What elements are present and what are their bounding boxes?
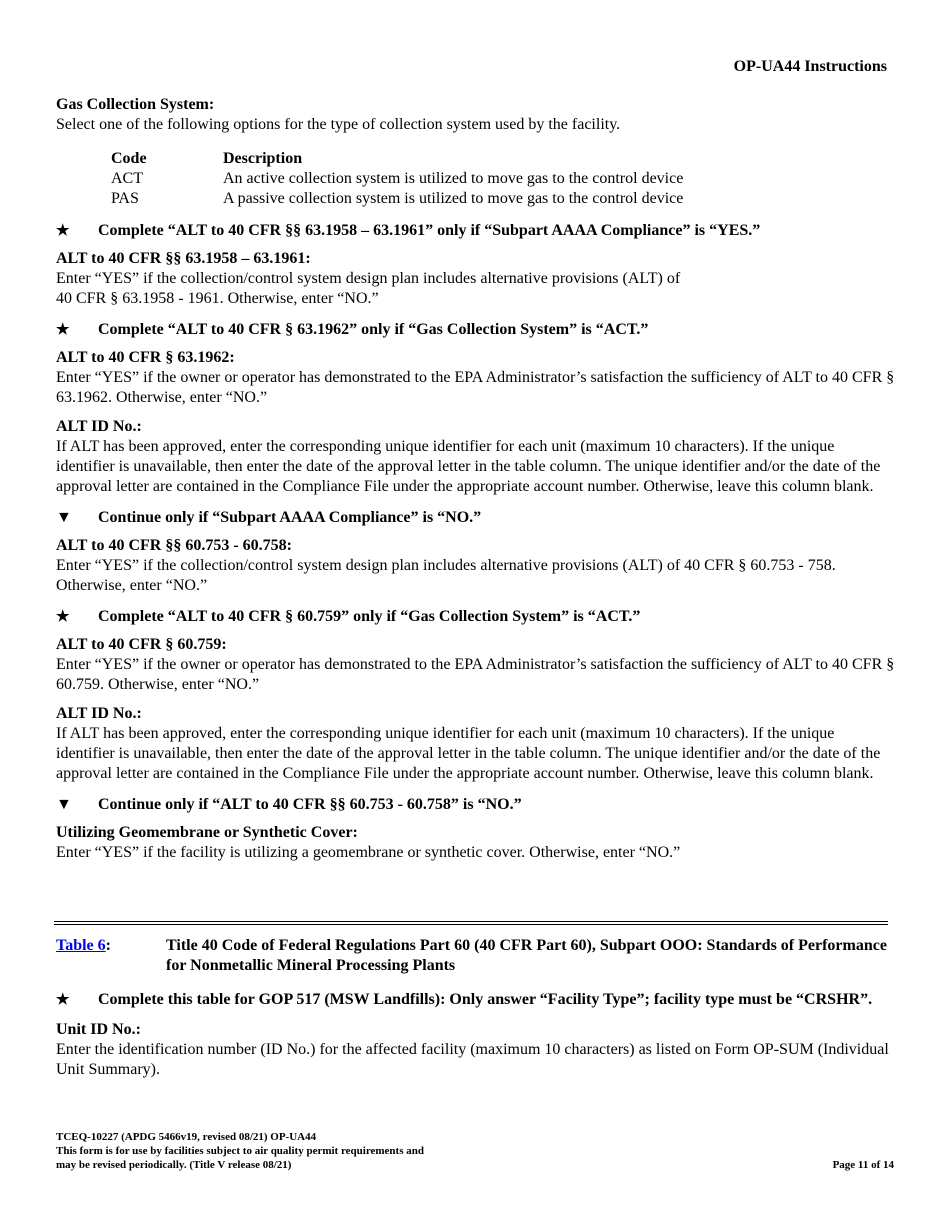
code-cell: PAS (111, 190, 139, 207)
alt-63-1962-label: ALT to 40 CFR § 63.1962: (56, 349, 235, 366)
triangle-down-icon: ▼ (56, 796, 72, 813)
alt-60-753-section (56, 536, 896, 596)
gas-collection-intro: Select one of the following options for the type of collection system used by the facility. (56, 116, 621, 133)
alt-60-759-section (56, 635, 896, 695)
alt-id-section-1 (56, 417, 896, 497)
alt-63-1958-line1: Enter “YES” if the collection/control system design plan includes alternative provisions (ALT) of (56, 270, 681, 287)
directive-text: Complete “ALT to 40 CFR § 60.759” only if “Gas Collection System” is “ACT.” (98, 608, 641, 625)
triangle-down-icon: ▼ (56, 509, 72, 526)
section-divider (54, 921, 888, 925)
star-icon: ★ (56, 322, 70, 338)
alt-63-1958-line2: 40 CFR § 63.1958 - 1961. Otherwise, enter “NO.” (56, 290, 379, 307)
alt-63-1962-section (56, 348, 896, 408)
unit-id-label: Unit ID No.: (56, 1021, 141, 1038)
geomembrane-section (56, 823, 896, 863)
star-icon: ★ (56, 609, 70, 625)
table-row (111, 189, 683, 209)
alt-60-759-label: ALT to 40 CFR § 60.759: (56, 636, 227, 653)
directive-alt-60-759 (56, 607, 896, 627)
gas-collection-code-table (111, 149, 683, 209)
directive-text: Complete “ALT to 40 CFR § 63.1962” only if “Gas Collection System” is “ACT.” (98, 321, 649, 338)
alt-63-1958-section (56, 249, 896, 309)
code-column-header: Code (111, 150, 147, 167)
gas-collection-label: Gas Collection System: (56, 96, 215, 113)
unit-id-text: Enter the identification number (ID No.) for the affected facility (maximum 10 characters) as listed on Form OP-SUM (Individual Unit Summary). (56, 1041, 889, 1078)
star-icon: ★ (56, 223, 70, 239)
directive-text: Continue only if “Subpart AAAA Compliance” is “NO.” (98, 509, 482, 526)
directive-text: Continue only if “ALT to 40 CFR §§ 60.753 - 60.758” is “NO.” (98, 796, 522, 813)
alt-id-label: ALT ID No.: (56, 705, 142, 722)
alt-id-section-2 (56, 704, 896, 784)
directive-alt-63-1958 (56, 221, 896, 241)
page-number: Page 11 of 14 (832, 1159, 894, 1171)
directive-continue-aaaa (56, 508, 896, 528)
directive-text: Complete this table for GOP 517 (MSW Landfills): Only answer “Facility Type”; facility type must be “CRSHR”. (98, 991, 873, 1008)
geomembrane-text: Enter “YES” if the facility is utilizing a geomembrane or synthetic cover. Otherwise, enter “NO.” (56, 844, 681, 861)
gas-collection-section (56, 95, 896, 209)
footer-release-note: may be revised periodically. (Title V release 08/21) (56, 1159, 292, 1171)
directive-gop-517 (56, 990, 896, 1010)
description-cell: A passive collection system is utilized to move gas to the control device (223, 190, 684, 207)
directive-alt-63-1962 (56, 320, 896, 340)
alt-id-text: If ALT has been approved, enter the corresponding unique identifier for each unit (maximum 10 characters). If the unique identifier is unavailable, then enter the date of the approval letter in the table column. The unique identifier and/or the date of the approval letter are contained in the Compliance File under the appropriate account number. Otherwise, leave this column blank. (56, 725, 881, 782)
alt-id-text: If ALT has been approved, enter the corresponding unique identifier for each unit (maximum 10 characters). If the unique identifier is unavailable, then enter the date of the approval letter in the table column. The unique identifier and/or the date of the approval letter are contained in the Compliance File under the appropriate account number. Otherwise, leave this column blank. (56, 438, 881, 495)
page-footer (56, 1130, 894, 1172)
alt-60-753-text: Enter “YES” if the collection/control system design plan includes alternative provisions (ALT) of 40 CFR § 60.753 - 758. Otherwise, enter “NO.” (56, 557, 836, 594)
table-6-title: Title 40 Code of Federal Regulations Part 60 (40 CFR Part 60), Subpart OOO: Standards of Performance for Nonmetallic Mineral Processing Plants (166, 937, 887, 974)
document-header-title: OP-UA44 Instructions (733, 58, 887, 75)
alt-60-759-text: Enter “YES” if the owner or operator has demonstrated to the EPA Administrator’s satisfaction the sufficiency of ALT to 40 CFR § 60.759. Otherwise, enter “NO.” (56, 656, 895, 693)
directive-text: Complete “ALT to 40 CFR §§ 63.1958 – 63.1961” only if “Subpart AAAA Compliance” is “YES.” (98, 222, 761, 239)
table-row (111, 169, 683, 189)
table-6-content (56, 990, 896, 1080)
directive-continue-60-753 (56, 795, 896, 815)
footer-usage-note: This form is for use by facilities subject to air quality permit requirements and (56, 1145, 424, 1157)
geomembrane-label: Utilizing Geomembrane or Synthetic Cover: (56, 824, 358, 841)
code-table-header (111, 149, 683, 169)
alt-63-1958-label: ALT to 40 CFR §§ 63.1958 – 63.1961: (56, 250, 311, 267)
star-icon: ★ (56, 992, 70, 1008)
instructions-content (56, 95, 896, 863)
table-6-link[interactable]: Table 6 (56, 937, 106, 954)
description-column-header: Description (223, 150, 303, 167)
table-6-colon: : (105, 937, 111, 954)
table-6-ref (56, 936, 166, 976)
unit-id-section (56, 1020, 896, 1080)
alt-id-label: ALT ID No.: (56, 418, 142, 435)
footer-form-id: TCEQ-10227 (APDG 5466v19, revised 08/21) OP-UA44 (56, 1131, 317, 1143)
description-cell: An active collection system is utilized to move gas to the control device (223, 170, 684, 187)
alt-63-1962-text: Enter “YES” if the owner or operator has demonstrated to the EPA Administrator’s satisfaction the sufficiency of ALT to 40 CFR § 63.1962. Otherwise, enter “NO.” (56, 369, 895, 406)
code-cell: ACT (111, 170, 143, 187)
table-6-heading (56, 936, 896, 976)
alt-60-753-label: ALT to 40 CFR §§ 60.753 - 60.758: (56, 537, 293, 554)
